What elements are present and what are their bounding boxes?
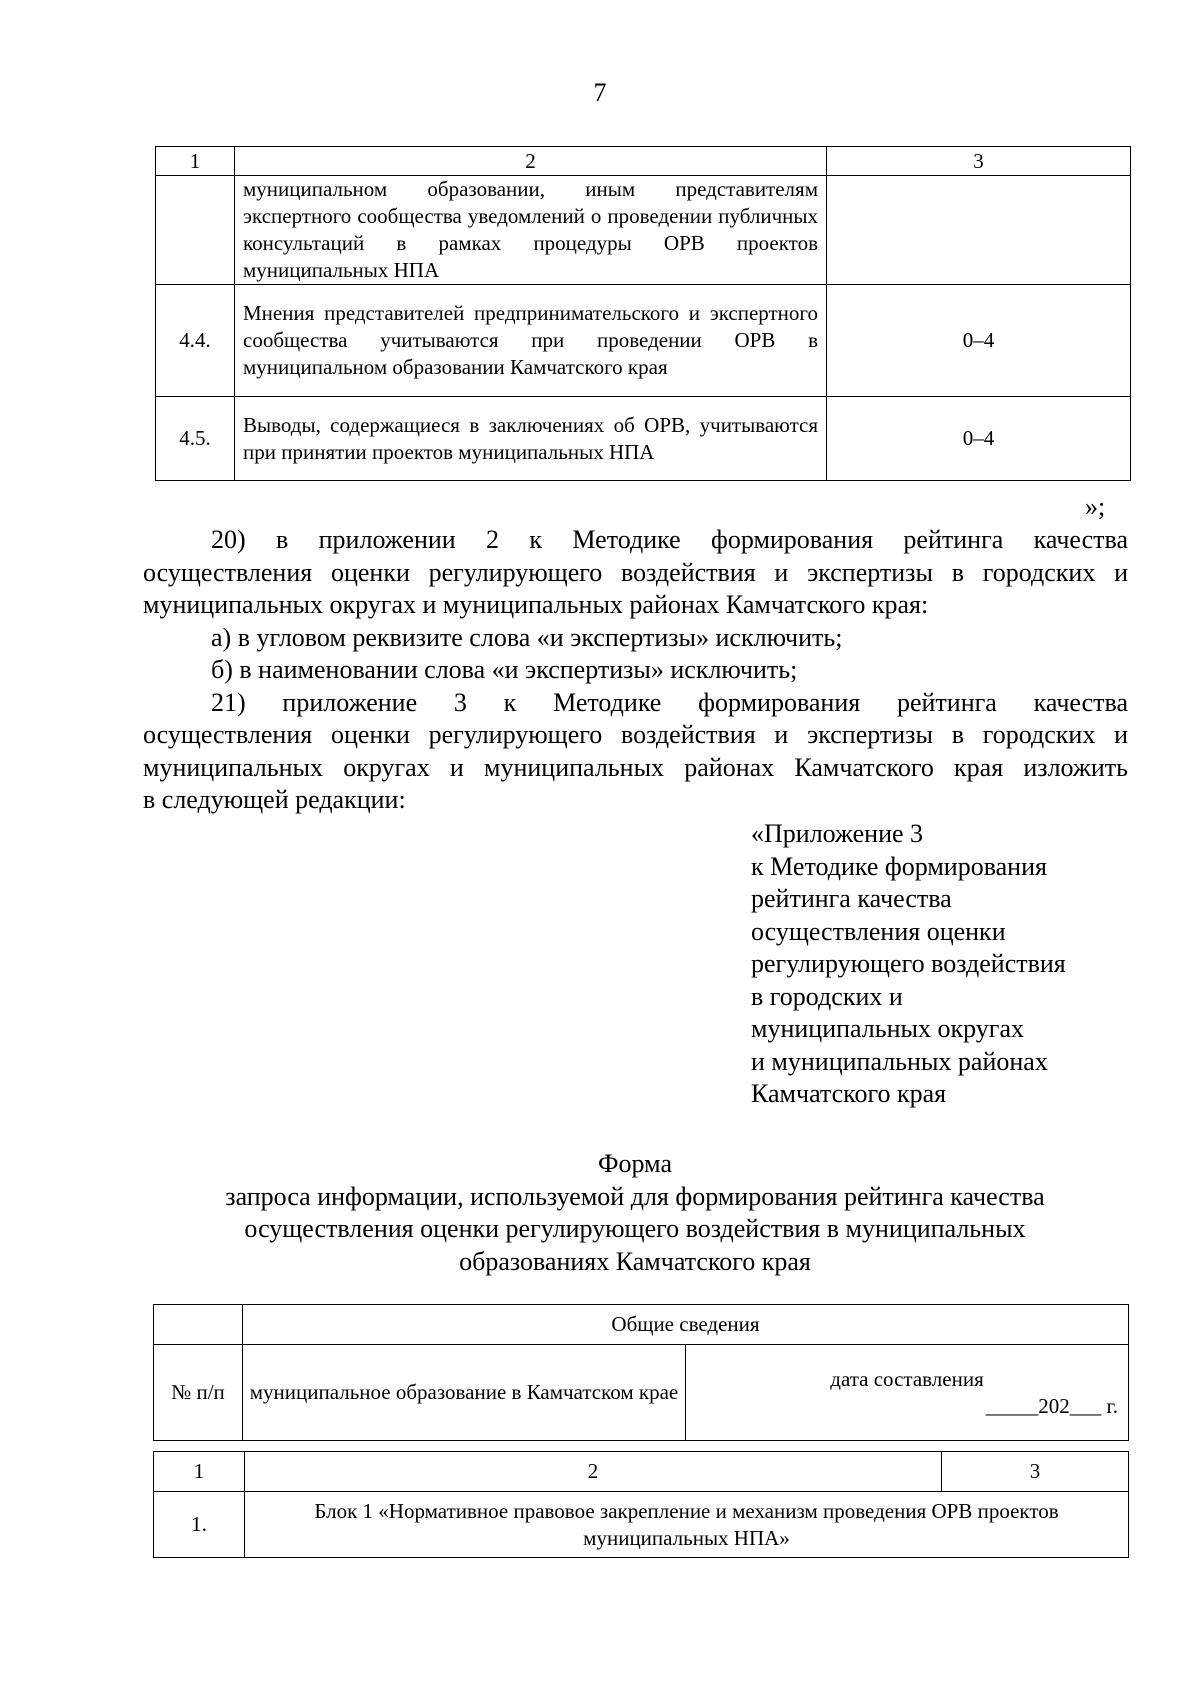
table-row: [156, 397, 1131, 481]
header-cell-3: 3: [827, 147, 1131, 176]
num-label: № п/п: [154, 1345, 243, 1441]
paragraph-line: муниципальных округах и муниципальных районах Камчатского края изложить: [143, 752, 1128, 782]
empty-cell: [154, 1305, 243, 1345]
appendix-line: в городских и: [751, 981, 903, 1011]
row-text: Мнения представителей предпринимательского и экспертного сообщества учитываются при проведении ОРВ в муниципальном образовании Камчатского края: [235, 285, 827, 397]
table-row: [154, 1492, 1129, 1558]
appendix-line: Камчатского края: [751, 1079, 947, 1108]
table-header-row: [156, 147, 1131, 176]
appendix-line: «Приложение 3: [751, 819, 924, 848]
row-number: [156, 176, 235, 285]
form-subtitle-line: осуществления оценки регулирующего воздействия в муниципальных: [244, 1214, 1026, 1243]
general-info-table: [153, 1304, 1129, 1441]
form-heading: Форма: [598, 1149, 672, 1178]
paragraph-line: 21) приложение 3 к Методике формирования рейтинга качества: [211, 687, 1128, 717]
row-text: Выводы, содержащиеся в заключениях об ОРВ, учитываются при принятии проектов муниципальных НПА: [235, 397, 827, 481]
closing-quote: »;: [1085, 492, 1106, 521]
block-table: [153, 1451, 1129, 1558]
appendix-line: осуществления оценки: [751, 916, 1006, 946]
form-subtitle-line: образованиях Камчатского края: [459, 1246, 811, 1276]
appendix-line: к Методике формирования: [751, 851, 1047, 881]
block-number: 1.: [154, 1492, 245, 1558]
municipality-label: муниципальное образование в Камчатском крае: [243, 1345, 686, 1441]
list-item-b: б) в наименовании слова «и экспертизы» исключить;: [211, 655, 798, 684]
general-info-heading: Общие сведения: [243, 1305, 1129, 1345]
row-number: 4.4.: [156, 285, 235, 397]
form-subtitle-line: запроса информации, используемой для формирования рейтинга качества: [225, 1181, 1045, 1211]
table-row: [156, 285, 1131, 397]
appendix-header: [751, 818, 1066, 1111]
row-score: 0–4: [827, 397, 1131, 481]
paragraph-line: осуществления оценки регулирующего воздействия и экспертизы в городских и: [143, 557, 1128, 587]
row-text: муниципальном образовании, иным представителям экспертного сообщества уведомлений о проведении публичных консультаций в рамках процедуры ОРВ проектов муниципальных НПА: [235, 176, 827, 285]
table-row: [154, 1305, 1129, 1345]
table-row: [156, 176, 1131, 285]
row-score: 0–4: [827, 285, 1131, 397]
row-score: [827, 176, 1131, 285]
appendix-line: рейтинга качества: [751, 884, 952, 913]
row-number: 4.5.: [156, 397, 235, 481]
appendix-line: и муниципальных районах: [751, 1046, 1048, 1076]
date-cell: [686, 1345, 1129, 1441]
appendix-line: регулирующего воздействия: [751, 949, 1066, 978]
header-cell-3: 3: [942, 1452, 1129, 1492]
header-cell-1: 1: [154, 1452, 245, 1492]
paragraph-line: 20) в приложении 2 к Методике формирования рейтинга качества: [211, 525, 1128, 554]
form-title: [0, 1148, 1200, 1278]
table-row: [154, 1345, 1129, 1441]
header-cell-2: 2: [235, 147, 827, 176]
criteria-table: [155, 146, 1131, 481]
header-cell-1: 1: [156, 147, 235, 176]
block-title: Блок 1 «Нормативное правовое закрепление и механизм проведения ОРВ проектов муниципальных НПА»: [245, 1492, 1129, 1558]
date-value: _____202___ г.: [985, 1393, 1118, 1418]
page-number: 7: [593, 78, 607, 107]
paragraph-line: осуществления оценки регулирующего воздействия и экспертизы в городских и: [143, 720, 1128, 749]
paragraph-20: [143, 524, 1128, 817]
list-item-a: а) в угловом реквизите слова «и экспертизы» исключить;: [211, 622, 843, 652]
table-header-row: [154, 1452, 1129, 1492]
appendix-line: муниципальных округах: [751, 1014, 1024, 1043]
header-cell-2: 2: [245, 1452, 942, 1492]
date-label: дата составления: [830, 1366, 984, 1391]
paragraph-line: муниципальных округах и муниципальных районах Камчатского края:: [143, 590, 929, 619]
paragraph-line: в следующей редакции:: [143, 785, 406, 814]
